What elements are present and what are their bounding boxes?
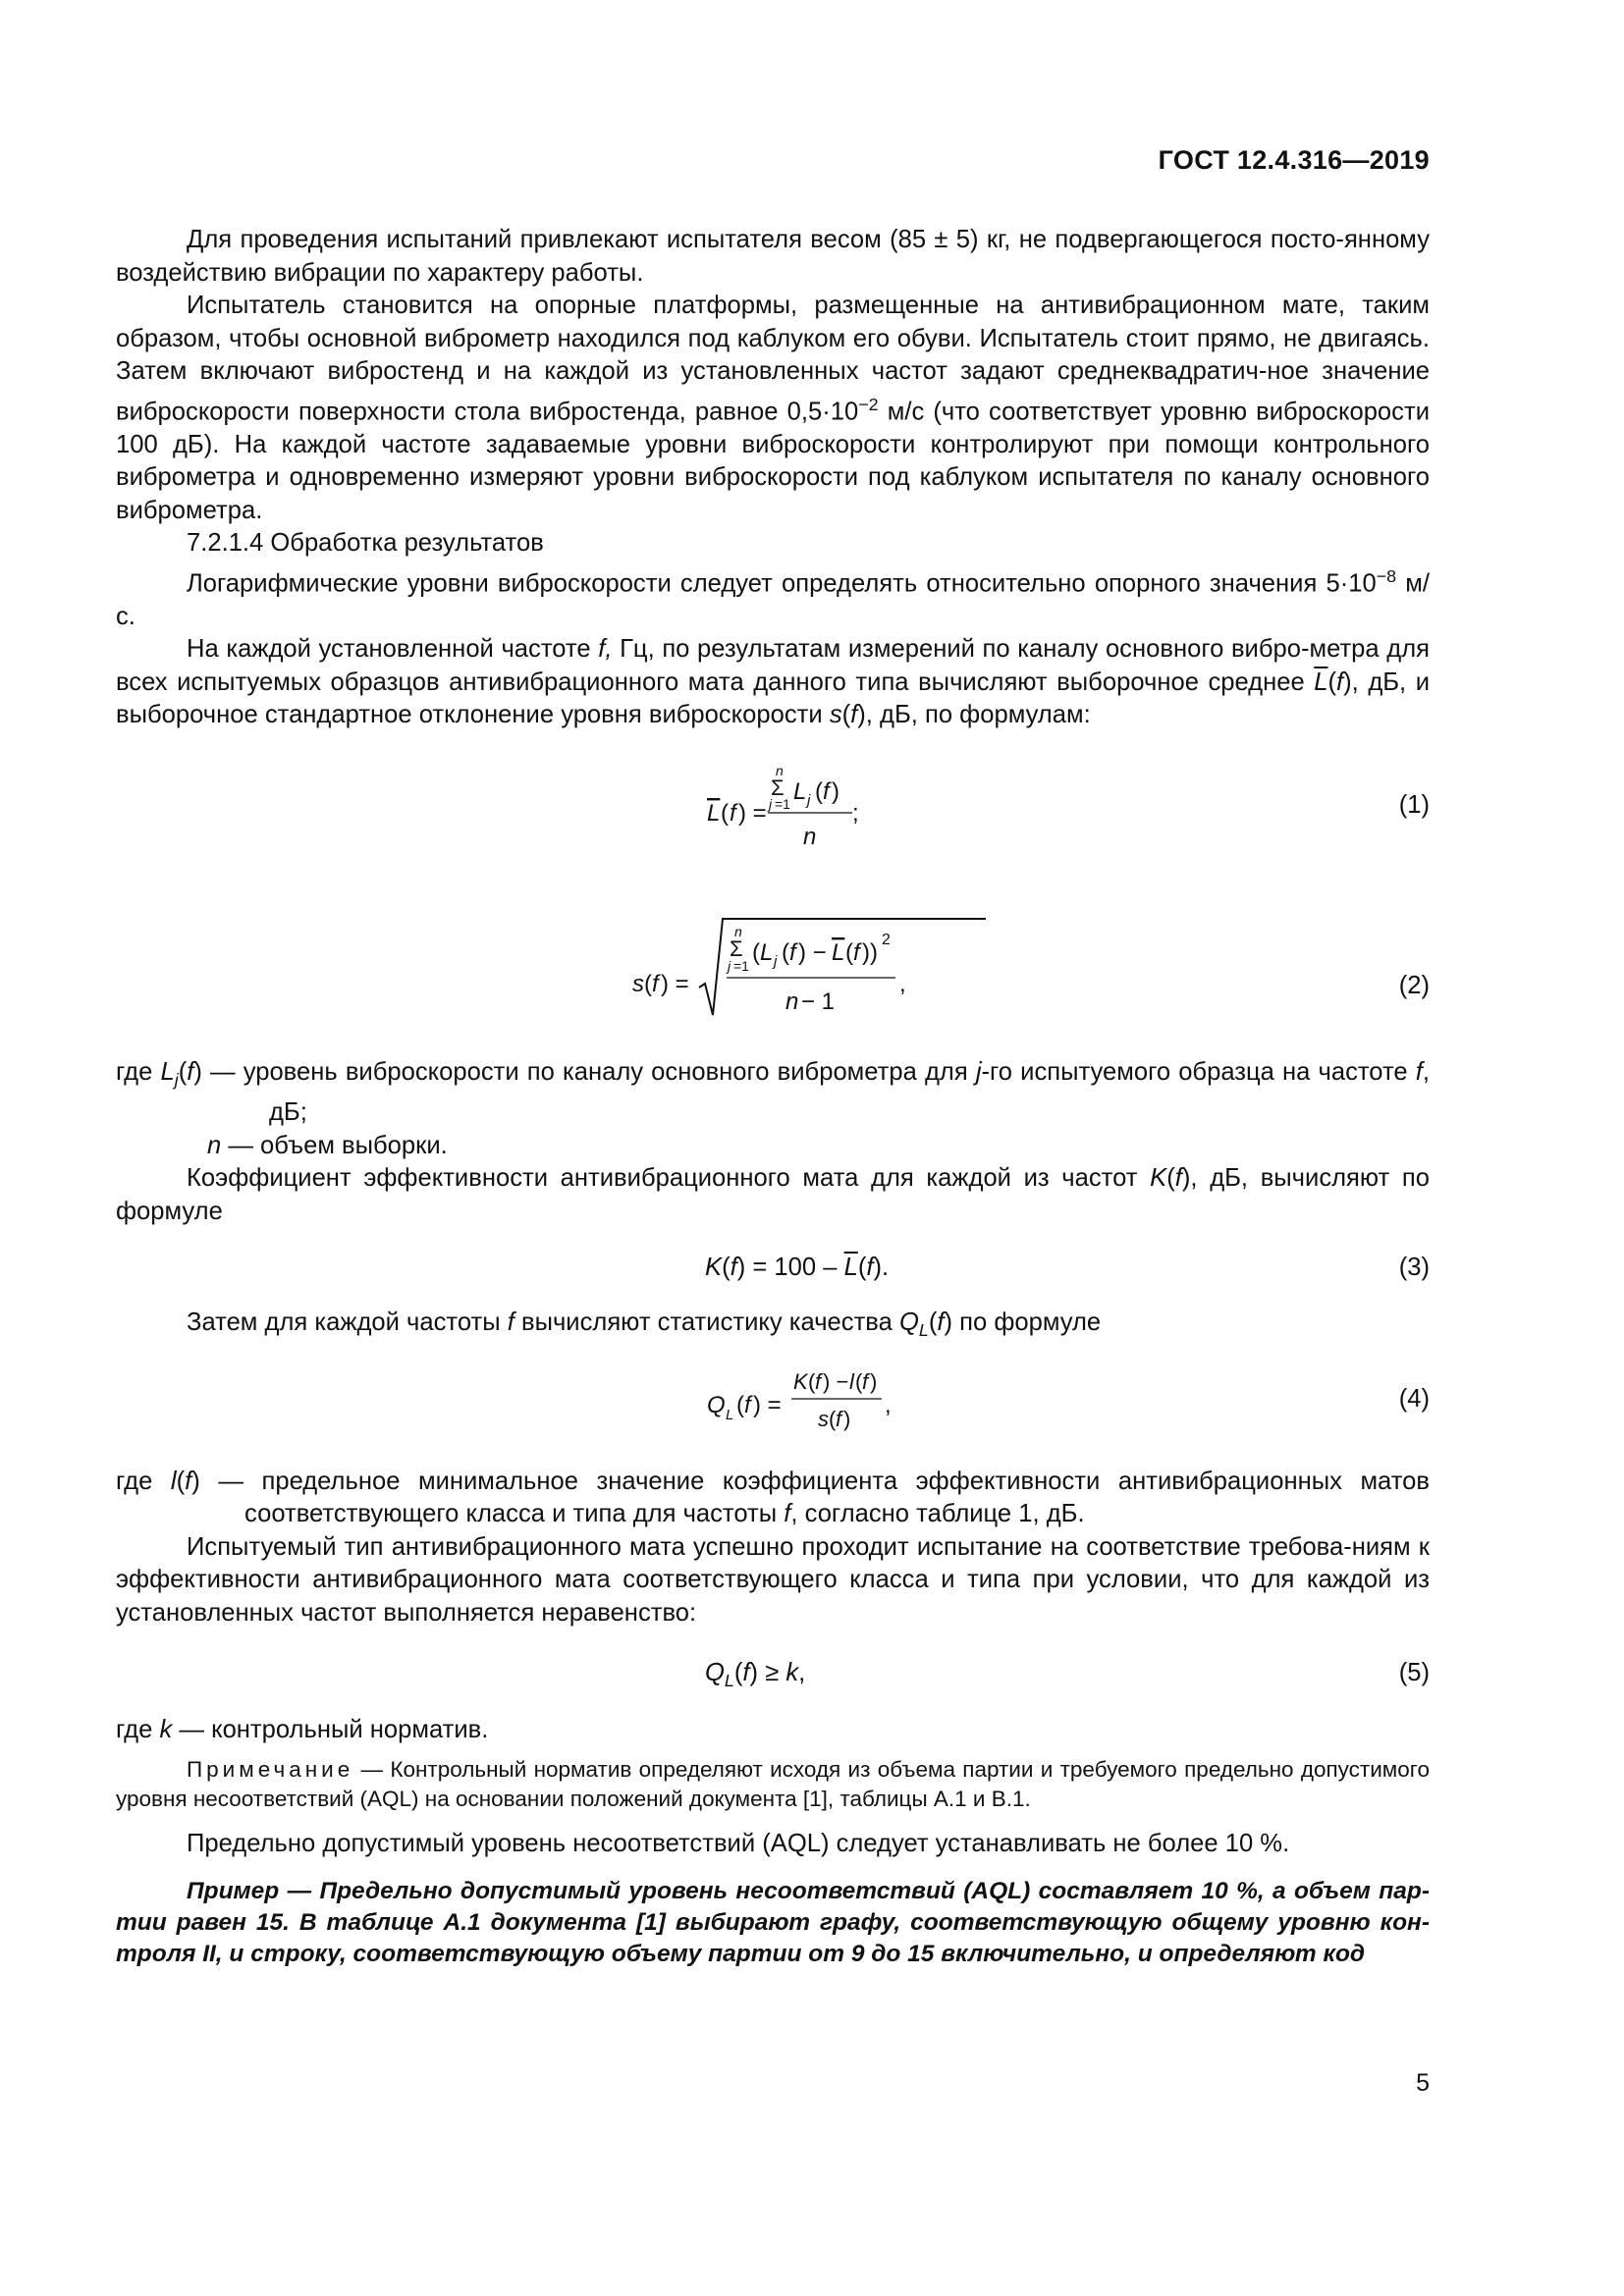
svg-text:): ): [843, 1406, 851, 1431]
svg-text:j: j: [774, 952, 778, 970]
svg-text:,: ,: [885, 1391, 892, 1418]
formula-3: [116, 1242, 1430, 1297]
page-body: [116, 224, 1430, 1970]
svg-text:(: (: [829, 1406, 837, 1431]
svg-text:L: L: [793, 777, 807, 805]
equation-number: (3): [1398, 1254, 1430, 1282]
svg-text:L: L: [707, 799, 721, 827]
svg-text:n: n: [776, 762, 784, 778]
svg-text:s: s: [632, 970, 644, 997]
svg-text:) −: ) −: [798, 938, 827, 966]
svg-text:f: f: [853, 938, 860, 966]
formula-4: [116, 1365, 1430, 1460]
svg-text:f: f: [744, 1391, 751, 1418]
svg-text:(: (: [752, 938, 760, 966]
svg-text:)): )): [862, 938, 878, 966]
svg-text:(: (: [782, 938, 789, 966]
paragraph: Предельно допустимый уровень несоответствий (AQL) следует устанавливать не более 10 %.: [187, 1829, 1290, 1857]
equation-number: (5): [1398, 1659, 1430, 1687]
where-definition: n — объем выборки.: [207, 1131, 448, 1159]
svg-text:(: (: [736, 1391, 744, 1418]
formula-5: [116, 1645, 1430, 1714]
svg-text:− 1: − 1: [801, 988, 836, 1015]
svg-text:f: f: [652, 970, 659, 997]
svg-text:Σ: Σ: [730, 935, 743, 961]
svg-text:K: K: [793, 1368, 808, 1394]
formula-3-text: $K(f) = 100 - \overline{L}(f)$.: [705, 1254, 890, 1282]
formula-5-text: $Q_L(f) \ge k$,: [705, 1659, 806, 1691]
svg-text:n: n: [785, 988, 799, 1015]
svg-text:,: ,: [899, 970, 906, 997]
page-number: 5: [1416, 2069, 1430, 2097]
formula-2: [116, 911, 1430, 1048]
svg-text:(: (: [721, 799, 729, 827]
svg-text:L: L: [760, 938, 774, 966]
paragraph: Испытатель становится на опорные платформы, размещенные на антивибрационном мате, таким образом, чтобы основной виброметр находился под каблуком его обуви. Испытатель стоит прямо, не двигаясь. Затем включают вибростенд и на каждой из установленных частот задают среднеквадратич-ное значение виброскорости поверхности стола вибростенда, равное $0,5\cdot 10^{-2}$ м/с (что соответствует уровню виброскорости 100 дБ). На каждой частоте задаваемые уровни виброскорости контролируют при помощи контрольного виброметра и одновременно измеряют уровни виброскорости под каблуком испытателя по каналу основного виброметра.: [116, 292, 1430, 524]
svg-text:s: s: [818, 1406, 829, 1431]
svg-text:j: j: [728, 957, 731, 974]
where-definition: где $L_j(f)$ — уровень виброскорости по каналу основного виброметра для j-го испытуемого образца на частоте f, дБ;: [116, 1057, 1431, 1127]
svg-text:(: (: [855, 1368, 863, 1394]
formula-1: [116, 754, 1430, 881]
svg-text:f: f: [730, 799, 736, 827]
svg-text:L: L: [832, 938, 845, 966]
svg-text:(: (: [808, 1368, 816, 1394]
svg-text:j: j: [807, 791, 811, 809]
svg-text:Σ: Σ: [771, 774, 785, 800]
svg-text:l: l: [849, 1368, 854, 1394]
svg-text:2: 2: [882, 931, 891, 948]
svg-text:): ): [832, 777, 839, 805]
paragraph: Испытуемый тип антивибрационного мата успешно проходит испытание на соответствие требова-ниям к эффективности антивибрационного мата соответствующего класса и типа при условии, что для каждой из установленных частот выполняется неравенство:: [116, 1532, 1430, 1627]
note: Примечание — Контрольный норматив определяют исходя из объема партии и требуемого предельно допустимого уровня несоответствий (AQL) на основании положений документа [1], таблицы А.1 и В.1.: [116, 1756, 1430, 1811]
svg-text:f: f: [823, 777, 830, 805]
section-heading: 7.2.1.4 Обработка результатов: [187, 529, 544, 558]
svg-text:) =: ) =: [753, 1391, 782, 1418]
svg-text:f: f: [836, 1406, 842, 1431]
equation-number: (2): [1398, 971, 1430, 999]
svg-text:(: (: [815, 777, 823, 805]
paragraph: На каждой установленной частоте f, Гц, по результатам измерений по каналу основного вибро-метра для всех испытуемых образцов антивибрационного мата данного типа вычисляют выборочное среднее $\overline{L}(f)$, дБ, и выборочное стандартное отклонение уровня виброскорости s(f), дБ, по формулам:: [116, 635, 1430, 729]
svg-text:) −: ) −: [823, 1368, 849, 1394]
svg-text:=1: =1: [733, 957, 749, 974]
formula-2-graphic: [632, 911, 986, 1029]
equation-number: (4): [1398, 1384, 1430, 1413]
paragraph: Для проведения испытаний привлекают испытателя весом (85 ± 5) кг, не подвергающегося посто-янному воздействию вибрации по характеру работы.: [116, 226, 1430, 287]
svg-text:) =: ) =: [661, 970, 689, 997]
formula-4-graphic: [705, 1365, 941, 1454]
svg-text:Q: Q: [707, 1391, 726, 1418]
where-definition: где k — контрольный норматив.: [116, 1716, 489, 1744]
svg-text:) =: ) =: [738, 799, 767, 827]
svg-text:f: f: [862, 1368, 869, 1394]
paragraph: Затем для каждой частоты f вычисляют статистику качества $Q_L(f)$ по формуле: [187, 1308, 1102, 1341]
where-definition: где l(f) — предельное минимальное значение коэффициента эффективности антивибрационных матов соответствующего класса и типа для частоты f, согласно таблице 1, дБ.: [116, 1467, 1430, 1528]
svg-text:=1: =1: [775, 795, 790, 812]
svg-text:j: j: [769, 795, 773, 812]
paragraph: Коэффициент эффективности антивибрационного мата для каждой из частот K(f), дБ, вычисляют по формуле: [116, 1164, 1431, 1225]
svg-text:f: f: [815, 1368, 822, 1394]
equation-number: (1): [1398, 790, 1430, 819]
svg-text:n: n: [803, 823, 817, 850]
svg-text:): ): [870, 1368, 878, 1394]
svg-text:f: f: [789, 938, 796, 966]
document-standard-header: ГОСТ 12.4.316—2019: [1158, 145, 1430, 175]
example: Пример — Предельно допустимый уровень несоответствий (AQL) составляет 10 %, а объем пар-тии равен 15. В таблице А.1 документа [1] выбирают графу, соответствующую общему уровню кон-троля II, и строку, соответствующую объему партии от 9 до 15 включительно, и определяют код: [116, 1878, 1430, 1968]
formula-1-graphic: [705, 754, 901, 862]
svg-text:(: (: [644, 970, 652, 997]
svg-text:(: (: [845, 938, 853, 966]
svg-text:L: L: [726, 1406, 734, 1423]
svg-text:;: ;: [852, 799, 859, 827]
paragraph: Логарифмические уровни виброскорости следует определять относительно опорного значения $5\cdot 10^{-8}$ м/с.: [116, 565, 1430, 630]
svg-text:n: n: [734, 923, 742, 939]
